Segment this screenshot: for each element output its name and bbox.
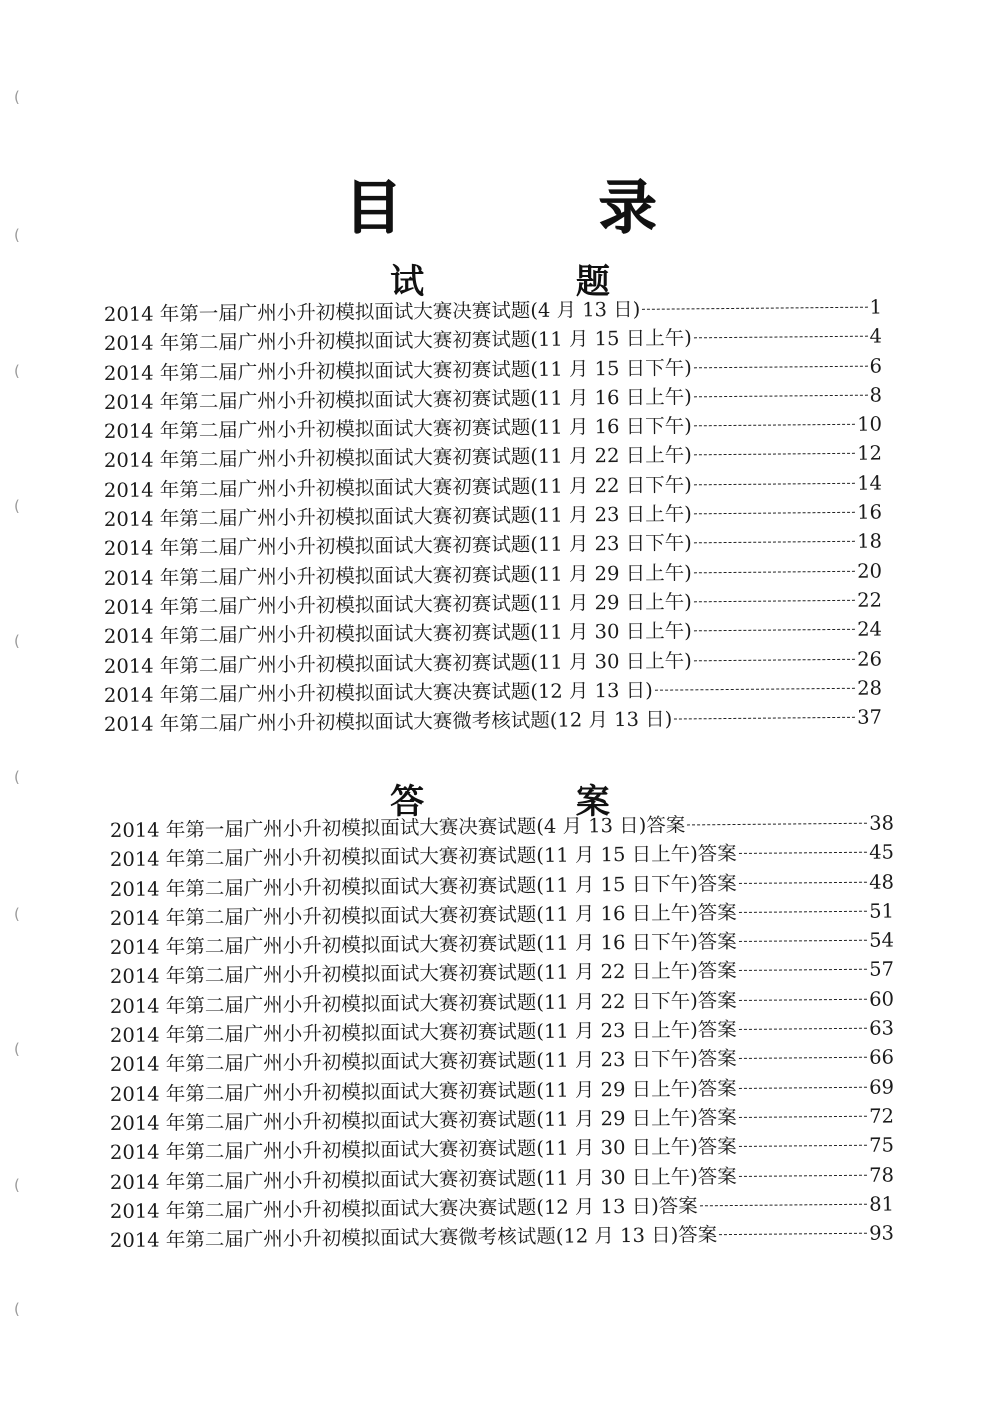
dash-leader: [739, 999, 867, 1001]
dash-leader: [739, 881, 867, 883]
toc-entry-title: 2014 年第二届广州小升初模拟面试大赛初赛试题(11 月 29 日上午)答案: [109, 1105, 737, 1135]
toc-entry-page-number: 63: [869, 1016, 895, 1040]
toc-entry-page-number: 38: [869, 811, 895, 835]
toc-entry-page-number: 48: [869, 870, 895, 894]
toc-entry: [110, 1219, 894, 1256]
toc-entry-title: 2014 年第二届广州小升初模拟面试大赛初赛试题(11 月 16 日下午): [103, 414, 692, 444]
toc-entry-page-number: 26: [857, 647, 883, 671]
toc-entry-title: 2014 年第二届广州小升初模拟面试大赛初赛试题(11 月 23 日下午)答案: [109, 1047, 737, 1077]
dash-leader: [694, 658, 855, 661]
dash-leader: [739, 911, 867, 913]
dash-leader: [674, 717, 855, 720]
toc-entry-title: 2014 年第二届广州小升初模拟面试大赛初赛试题(11 月 22 日下午): [103, 473, 692, 502]
binding-mark: (: [14, 632, 20, 650]
binding-mark: (: [14, 1300, 20, 1318]
toc-entry-title: 2014 年第二届广州小升初模拟面试大赛初赛试题(11 月 16 日上午)答案: [109, 900, 737, 930]
toc-entry-title: 2014 年第二届广州小升初模拟面试大赛初赛试题(11 月 30 日上午): [103, 619, 692, 649]
binding-mark: (: [14, 905, 20, 923]
toc-entry-title: 2014 年第二届广州小升初模拟面试大赛初赛试题(11 月 22 日上午): [103, 443, 692, 473]
dash-leader: [700, 1204, 867, 1207]
toc-entry-title: 2014 年第一届广州小升初模拟面试大赛决赛试题(4 月 13 日): [103, 297, 641, 326]
toc-entry-page-number: 81: [869, 1192, 895, 1216]
toc-entry-title: 2014 年第二届广州小升初模拟面试大赛初赛试题(11 月 15 日上午)答案: [109, 842, 737, 872]
toc-entry-page-number: 78: [869, 1163, 895, 1187]
toc-entry-title: 2014 年第二届广州小升初模拟面试大赛初赛试题(11 月 23 日下午): [103, 531, 692, 561]
dash-leader: [739, 969, 867, 971]
dash-leader: [739, 1174, 867, 1176]
toc-entry-page-number: 22: [857, 588, 883, 612]
toc-entry-page-number: 12: [857, 442, 883, 466]
toc-entry-title: 2014 年第二届广州小升初模拟面试大赛初赛试题(11 月 22 日下午)答案: [109, 988, 737, 1018]
toc-entry-page-number: 75: [869, 1133, 895, 1157]
dash-leader: [694, 424, 855, 427]
dash-leader: [694, 336, 868, 339]
dash-leader: [694, 629, 855, 632]
dash-leader: [739, 940, 867, 942]
toc-entry-title: 2014 年第二届广州小升初模拟面试大赛初赛试题(11 月 30 日上午): [103, 648, 692, 678]
binding-mark: (: [14, 88, 20, 106]
toc-entry: [104, 703, 882, 740]
toc-entry-page-number: 60: [869, 987, 895, 1011]
toc-entry-page-number: 20: [857, 559, 883, 583]
dash-leader: [694, 395, 868, 398]
answers-heading: 答 案: [390, 782, 680, 822]
toc-entry-page-number: 57: [869, 957, 895, 982]
toc-entry-page-number: 1: [869, 295, 883, 319]
toc-entry-title: 2014 年第二届广州小升初模拟面试大赛初赛试题(11 月 29 日上午): [103, 590, 692, 619]
toc-entry-title: 2014 年第二届广州小升初模拟面试大赛微考核试题(12 月 13 日)答案: [109, 1223, 718, 1253]
toc-entry-title: 2014 年第二届广州小升初模拟面试大赛初赛试题(11 月 23 日上午)答案: [109, 1018, 737, 1048]
toc-entry-page-number: 6: [869, 354, 883, 378]
toc-entry-page-number: 18: [857, 529, 883, 554]
toc-entry-page-number: 28: [857, 676, 883, 700]
toc-entry-title: 2014 年第二届广州小升初模拟面试大赛初赛试题(11 月 22 日上午)答案: [109, 959, 737, 989]
binding-mark: (: [14, 1040, 20, 1058]
toc-entry-title: 2014 年第二届广州小升初模拟面试大赛初赛试题(11 月 29 日上午)答案: [109, 1076, 737, 1106]
toc-entry-page-number: 37: [857, 705, 883, 729]
toc-entry-title: 2014 年第二届广州小升初模拟面试大赛初赛试题(11 月 30 日上午)答案: [109, 1164, 737, 1194]
toc-entry-page-number: 72: [869, 1104, 895, 1128]
binding-mark: (: [14, 1176, 20, 1194]
dash-leader: [739, 852, 867, 854]
toc-entry-page-number: 93: [869, 1221, 895, 1245]
dash-leader: [694, 453, 855, 456]
dash-leader: [694, 570, 855, 573]
page-title: 目 录: [343, 173, 745, 241]
dash-leader: [694, 600, 855, 603]
toc-entry-title: 2014 年第二届广州小升初模拟面试大赛初赛试题(11 月 15 日下午)答案: [109, 871, 737, 901]
dash-leader: [739, 1116, 867, 1118]
binding-mark: (: [14, 226, 20, 244]
toc-entry-title: 2014 年第二届广州小升初模拟面试大赛初赛试题(11 月 15 日下午): [103, 355, 692, 385]
dash-leader: [739, 1057, 867, 1059]
toc-entry-page-number: 66: [869, 1045, 895, 1070]
dash-leader: [694, 483, 855, 486]
toc-entry-page-number: 4: [869, 324, 883, 348]
dash-leader: [655, 688, 855, 691]
dash-leader: [719, 1233, 867, 1235]
toc-entry-page-number: 54: [869, 928, 895, 952]
toc-entry-page-number: 24: [857, 617, 883, 642]
toc-entry-title: 2014 年第二届广州小升初模拟面试大赛初赛试题(11 月 29 日上午): [103, 561, 692, 590]
binding-mark: (: [14, 497, 20, 515]
binding-mark: (: [14, 362, 20, 380]
dash-leader: [642, 307, 867, 310]
dash-leader: [739, 1028, 867, 1030]
toc-entry-page-number: 14: [857, 471, 883, 495]
questions-toc-list: [103, 295, 883, 739]
toc-entry-title: 2014 年第二届广州小升初模拟面试大赛决赛试题(12 月 13 日)答案: [109, 1194, 698, 1223]
dash-leader: [694, 541, 855, 544]
dash-leader: [694, 512, 855, 515]
toc-entry-title: 2014 年第二届广州小升初模拟面试大赛初赛试题(11 月 23 日上午): [103, 502, 692, 532]
toc-entry-title: 2014 年第二届广州小升初模拟面试大赛初赛试题(11 月 16 日上午): [103, 385, 692, 414]
dash-leader: [739, 1086, 867, 1088]
toc-entry-page-number: 69: [869, 1075, 895, 1099]
dash-leader: [687, 823, 867, 826]
dash-leader: [694, 365, 868, 368]
toc-entry-page-number: 10: [857, 412, 883, 436]
binding-mark: (: [14, 768, 20, 786]
toc-entry-page-number: 16: [857, 500, 883, 524]
toc-entry-title: 2014 年第一届广州小升初模拟面试大赛决赛试题(4 月 13 日)答案: [109, 813, 686, 842]
questions-heading: 试 题: [390, 262, 680, 302]
toc-entry-page-number: 45: [869, 840, 895, 865]
toc-entry-page-number: 8: [869, 383, 883, 407]
toc-entry-title: 2014 年第二届广州小升初模拟面试大赛决赛试题(12 月 13 日): [103, 678, 653, 707]
toc-entry-page-number: 51: [869, 899, 895, 923]
toc-entry-title: 2014 年第二届广州小升初模拟面试大赛微考核试题(12 月 13 日): [103, 707, 673, 737]
toc-entry-title: 2014 年第二届广州小升初模拟面试大赛初赛试题(11 月 16 日下午)答案: [109, 930, 737, 960]
dash-leader: [739, 1145, 867, 1147]
toc-entry-title: 2014 年第二届广州小升初模拟面试大赛初赛试题(11 月 30 日上午)答案: [109, 1135, 737, 1165]
toc-entry-title: 2014 年第二届广州小升初模拟面试大赛初赛试题(11 月 15 日上午): [103, 326, 692, 356]
answers-toc-list: [109, 811, 895, 1255]
